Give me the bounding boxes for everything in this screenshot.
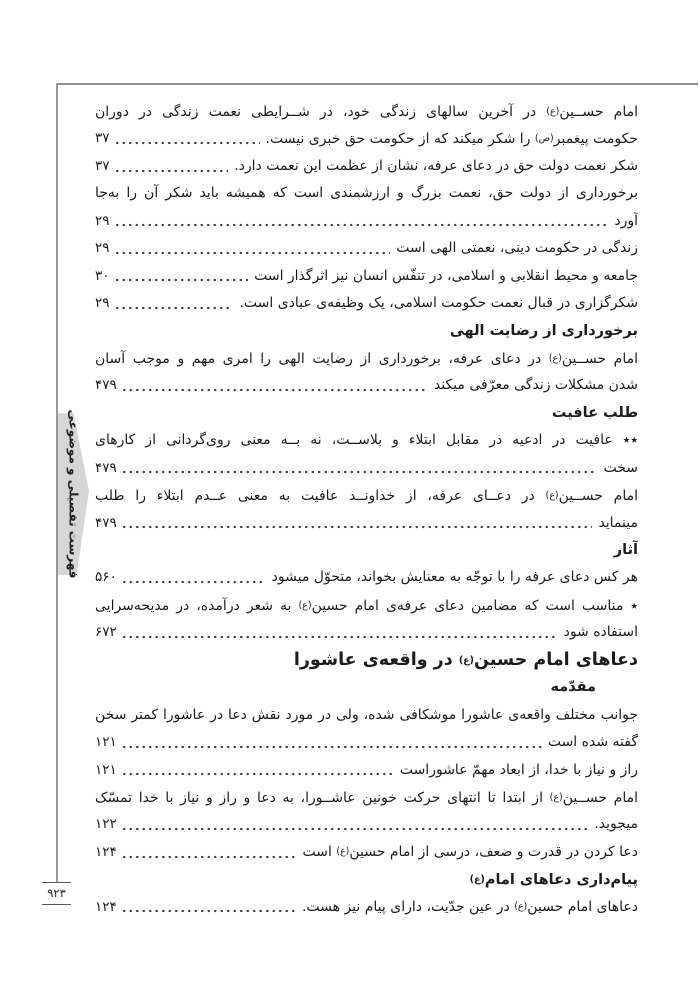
toc-entry-text: ٭٭ عافیت در ادعیه در مقابل ابتلاء و بلاســت، نه بــه معنی روی‌گردانی از کارهای xyxy=(95,432,638,449)
toc-page-number: ۴۷۹ xyxy=(95,514,117,531)
toc-entry-text: امام حســین(ع) در دعــای عرفه، از خداونــد عافیت به معنی عــدم ابتلاء را طلب xyxy=(95,488,638,505)
dot-leader xyxy=(121,767,394,781)
side-tab-label: فهرست تفصیلی و موضوعی xyxy=(66,409,81,579)
toc-entry-text: آثار xyxy=(613,542,638,558)
side-index-tab xyxy=(58,409,89,579)
toc-entry xyxy=(95,482,638,509)
toc-entry-text: امام حســین(ع) از ابتدا تا انتهای حرکت خونین عاشــورا، به دعا و راز و نیاز با خدا تمسّک xyxy=(95,789,638,806)
page-number-bottom-rule xyxy=(42,904,71,905)
toc-entry-text: امام حســین(ع) در دعای عرفه، برخورداری از رضایت الهی را امری مهم و موجب آسان xyxy=(95,350,638,367)
toc-entry xyxy=(95,592,638,619)
toc-entry xyxy=(95,729,638,756)
honorific-mark: (ع) xyxy=(469,873,485,885)
toc-entry-text: طلب عافیت xyxy=(551,404,638,421)
toc-entry-text: گفته شده است xyxy=(547,734,638,751)
toc-entry xyxy=(95,263,638,290)
toc-entry-text: پیام‌داری دعاهای امام(ع) xyxy=(469,871,638,888)
dot-leader xyxy=(114,273,249,287)
toc-entry-text: مینماید xyxy=(598,514,638,531)
toc-page-number: ۱۲۴ xyxy=(95,898,117,915)
honorific-mark: (ع) xyxy=(336,846,350,858)
toc-entry xyxy=(95,619,638,646)
toc-entry xyxy=(95,235,638,262)
toc-entry xyxy=(95,894,638,921)
honorific-mark: (ع) xyxy=(548,352,562,364)
toc-heading xyxy=(95,537,638,564)
honorific-mark: (ع) xyxy=(546,106,560,117)
toc-entry xyxy=(95,98,638,125)
toc-entry-text: دعا کردن در قدرت و ضعف، درسی از امام حسین(ع) است xyxy=(302,844,638,861)
toc-page-number: ۲۹ xyxy=(95,212,110,229)
toc-heading xyxy=(95,866,638,893)
dot-leader xyxy=(114,246,391,260)
toc-entry-text: شدن مشکلات زندگی معرّفی میکند xyxy=(433,377,638,394)
toc-entry-text: میجوید. xyxy=(594,816,638,833)
dot-leader xyxy=(114,301,234,315)
toc-entry-text: هر کس دعای عرفه را با توجّه به معنایش بخواند، متحوّل میشود xyxy=(271,569,638,586)
toc-entry-text: مقدّمه xyxy=(550,679,596,696)
toc-entry-text: جامعه و محیط انقلابی و اسلامی، در تنفّس انسان نیز اثرگذار است xyxy=(254,267,638,284)
toc-entry xyxy=(95,427,638,454)
page-frame-top-rule xyxy=(56,83,698,85)
toc-entry xyxy=(95,784,638,811)
toc-entry-text: جوانب مختلف واقعه‌ی عاشورا موشکافی شده، ولی در مورد نقش دعا در عاشورا کمتر سخن xyxy=(95,706,638,723)
toc-heading xyxy=(95,400,638,427)
toc-page-number: ۱۲۱ xyxy=(95,734,117,751)
toc-lines xyxy=(95,98,638,921)
dot-leader xyxy=(121,740,542,754)
toc-entry-text: شکر نعمت دولت حق در دعای عرفه، نشان از عظمت این نعمت دارد. xyxy=(234,157,638,174)
toc-heading xyxy=(95,318,638,345)
toc-entry xyxy=(95,702,638,729)
toc-page-number: ۶۷۲ xyxy=(95,624,117,641)
toc-entry-text: برخورداری از دولت حق، نعمت بزرگ و ارزشمندی است که همیشه باید شکر آن را به‌جا xyxy=(95,185,638,202)
dot-leader xyxy=(121,520,593,534)
toc-entry xyxy=(95,153,638,180)
toc-page-number: ۳۰ xyxy=(95,267,110,284)
toc-page-number: ۱۲۴ xyxy=(95,843,117,860)
toc-page-number: ۴۷۹ xyxy=(95,459,117,476)
dot-leader xyxy=(121,383,428,397)
toc-entry-text: استفاده شود xyxy=(563,624,638,641)
page-number-block xyxy=(42,882,71,905)
toc-entry xyxy=(95,125,638,152)
toc-entry-text: راز و نیاز با خدا، از ابعاد مهمّ عاشوراست xyxy=(399,761,638,778)
toc-entry-text: حکومت پیغمبر(ص) را شکر میکند که از حکومت حق خبری نیست. xyxy=(265,130,638,147)
toc-heading xyxy=(95,647,638,674)
toc-entry-text: زندگی در حکومت دینی، نعمتی الهی است xyxy=(396,240,638,257)
dot-leader xyxy=(114,136,260,150)
toc-entry-text: ٭ مناسب است که مضامین دعای عرفه‌ی امام حسین(ع) به شعر درآمده، در مدیحه‌سرایی xyxy=(95,597,638,614)
toc-entry-text: دعاهای امام حسین(ع) در عین جدّیت، دارای پیام نیز هست. xyxy=(301,899,638,916)
dot-leader xyxy=(121,630,558,644)
toc-entry xyxy=(95,208,638,235)
honorific-mark: (ع) xyxy=(298,599,312,611)
toc-entry-text: سخت xyxy=(603,459,638,476)
toc-heading xyxy=(95,674,638,701)
toc-page-number: ۵۶۰ xyxy=(95,569,117,586)
toc-entry-text: دعاهای امام حسین(ع) در واقعه‌ی عاشورا xyxy=(293,649,638,670)
page-number: ۹۲۳ xyxy=(47,886,66,900)
toc-entry xyxy=(95,757,638,784)
toc-page-number: ۱۲۲ xyxy=(95,816,117,833)
dot-leader xyxy=(114,164,229,178)
toc-page-number: ۲۹ xyxy=(95,295,110,312)
dot-leader xyxy=(121,904,296,918)
dot-leader xyxy=(114,218,609,232)
honorific-mark: (ع) xyxy=(514,901,528,913)
dot-leader xyxy=(121,850,297,864)
toc-entry xyxy=(95,510,638,537)
honorific-mark: (ع) xyxy=(549,791,563,803)
side-tab-label-box xyxy=(58,409,89,579)
toc-entry xyxy=(95,455,638,482)
toc-page-number: ۱۲۱ xyxy=(95,761,117,778)
honorific-mark: (ص) xyxy=(534,132,554,144)
dot-leader xyxy=(121,575,266,589)
toc-entry xyxy=(95,564,638,591)
toc-entry xyxy=(95,839,638,866)
toc-entry xyxy=(95,180,638,207)
toc-entry-text: شکرگزاری در قبال نعمت حکومت اسلامی، یک وظیفه‌ی عبادی است. xyxy=(239,295,638,312)
toc-entry-text: امام حســین(ع) در آخرین سالهای زندگی خود، در شــرایطی نعمت زندگی در دوران xyxy=(95,104,638,120)
honorific-mark: (ع) xyxy=(458,654,475,666)
dot-leader xyxy=(121,822,589,836)
toc-page-number: ۴۷۹ xyxy=(95,377,117,394)
toc-entry xyxy=(95,345,638,372)
toc-entry-text: برخورداری از رضایت الهی xyxy=(449,322,638,339)
toc-page-number: ۳۷ xyxy=(95,130,110,147)
toc-page-number: ۲۹ xyxy=(95,240,110,257)
honorific-mark: (ع) xyxy=(545,490,559,502)
toc-entry xyxy=(95,372,638,399)
dot-leader xyxy=(121,465,598,479)
toc-entry-text: آورد xyxy=(614,212,638,229)
toc-page-number: ۳۷ xyxy=(95,157,110,174)
toc-entry xyxy=(95,290,638,317)
toc-entry xyxy=(95,811,638,838)
